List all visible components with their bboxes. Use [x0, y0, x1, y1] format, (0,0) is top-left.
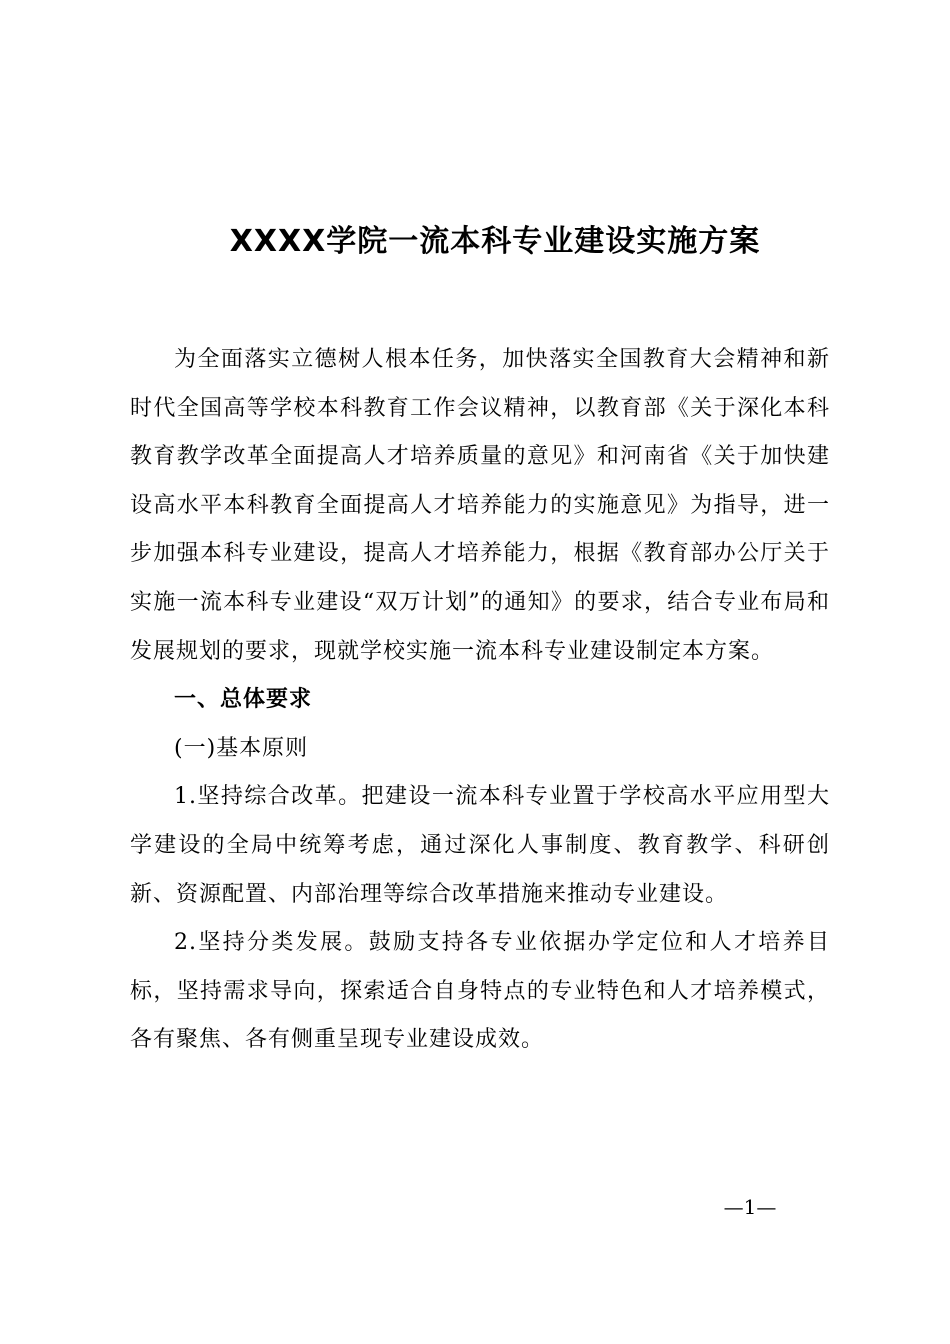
- section-heading-general-requirements: 一、总体要求: [174, 687, 313, 713]
- principle-comprehensive-reform: 1.坚持综合改革。把建设一流本科专业置于学校高水平应用型大学建设的全局中统筹考虑，通过深化人事制度、教育教学、科研创新、资源配置、内部治理等综合改革措施来推动专业建设。: [130, 784, 830, 907]
- subsection-heading-basic-principles: (一)基本原则: [174, 735, 309, 761]
- page-number: —1—: [723, 1195, 777, 1219]
- principle-classified-development: 2.坚持分类发展。鼓励支持各专业依据办学定位和人才培养目标，坚持需求导向，探索适合自身特点的专业特色和人才培养模式，各有聚焦、各有侧重呈现专业建设成效。: [130, 930, 830, 1053]
- document-title: XXXX学院一流本科专业建设实施方案: [229, 224, 761, 259]
- intro-paragraph: 为全面落实立德树人根本任务，加快落实全国教育大会精神和新时代全国高等学校本科教育工作会议精神，以教育部《关于深化本科教育教学改革全面提高人才培养质量的意见》和河南省《关于加快建设高水平本科教育全面提高人才培养能力的实施意见》为指导，进一步加强本科专业建设，提高人才培养能力，根据《教育部办公厅关于实施一流本科专业建设“双万计划”的通知》的要求，结合专业布局和发展规划的要求，现就学校实施一流本科专业建设制定本方案。: [130, 347, 830, 664]
- document-body: [130, 336, 830, 1065]
